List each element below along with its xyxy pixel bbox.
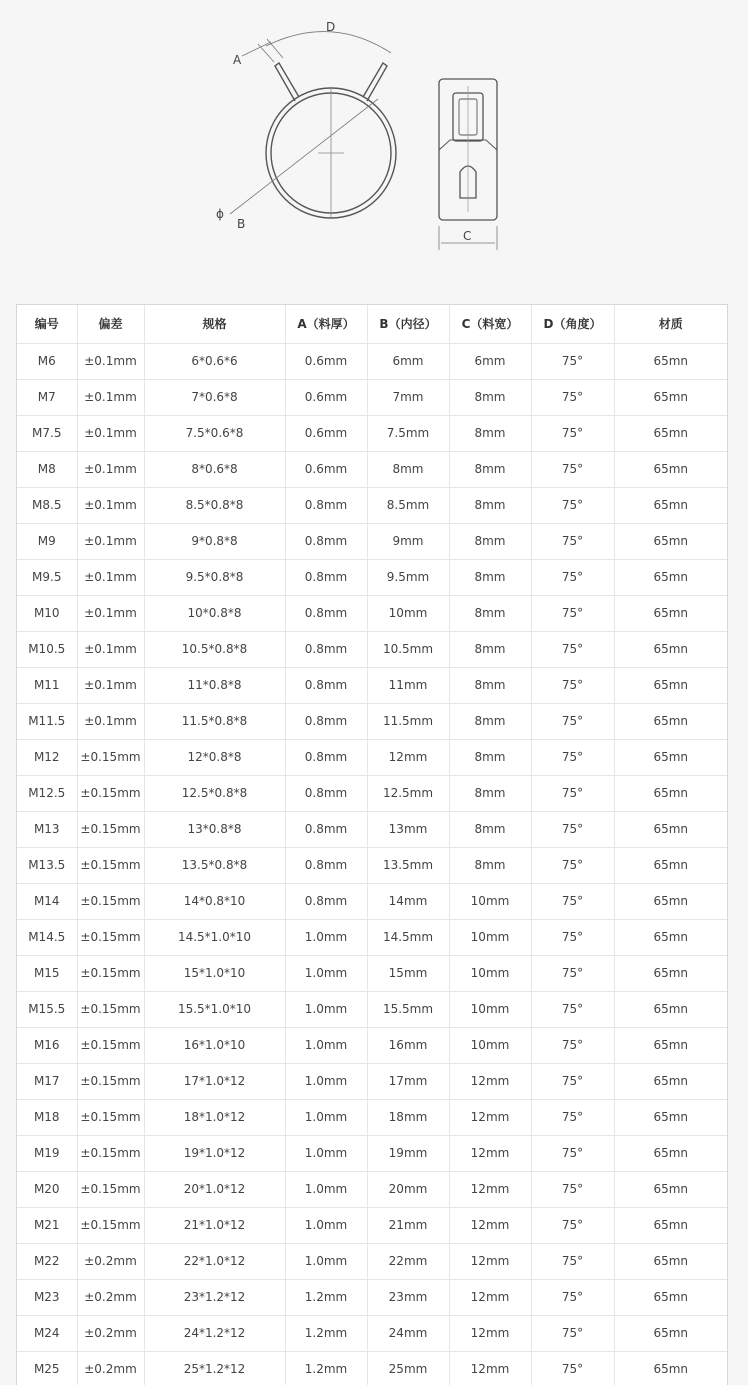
table-row (17, 955, 727, 991)
cell-spec: 14.5*1.0*10 (144, 919, 285, 955)
cell-spec: 21*1.0*12 (144, 1207, 285, 1243)
cell-inner-diameter-b: 16mm (367, 1027, 449, 1063)
cell-tolerance: ±0.1mm (77, 451, 144, 487)
cell-spec: 18*1.0*12 (144, 1099, 285, 1135)
cell-material: 65mn (614, 1207, 727, 1243)
table-row (17, 739, 727, 775)
cell-spec: 8.5*0.8*8 (144, 487, 285, 523)
cell-spec: 11*0.8*8 (144, 667, 285, 703)
cell-thickness-a: 0.8mm (285, 883, 367, 919)
table-row (17, 343, 727, 379)
cell-thickness-a: 1.0mm (285, 1135, 367, 1171)
cell-thickness-a: 1.0mm (285, 955, 367, 991)
cell-spec: 9*0.8*8 (144, 523, 285, 559)
cell-code: M24 (17, 1315, 77, 1351)
clamp-tab-right (363, 63, 387, 101)
cell-spec: 23*1.2*12 (144, 1279, 285, 1315)
table-row (17, 1171, 727, 1207)
cell-width-c: 8mm (449, 379, 531, 415)
cell-width-c: 12mm (449, 1171, 531, 1207)
cell-inner-diameter-b: 9.5mm (367, 559, 449, 595)
cell-angle-d: 75° (531, 487, 614, 523)
cell-material: 65mn (614, 487, 727, 523)
spec-table (17, 305, 727, 1385)
table-row (17, 523, 727, 559)
table-row (17, 379, 727, 415)
cell-tolerance: ±0.15mm (77, 1135, 144, 1171)
cell-angle-d: 75° (531, 919, 614, 955)
cell-material: 65mn (614, 1243, 727, 1279)
cell-tolerance: ±0.15mm (77, 1207, 144, 1243)
cell-thickness-a: 1.0mm (285, 1207, 367, 1243)
cell-tolerance: ±0.1mm (77, 523, 144, 559)
cell-angle-d: 75° (531, 523, 614, 559)
cell-thickness-a: 0.8mm (285, 667, 367, 703)
cell-code: M21 (17, 1207, 77, 1243)
header-angle-d: D（角度） (531, 305, 614, 343)
cell-angle-d: 75° (531, 1027, 614, 1063)
cell-material: 65mn (614, 1315, 727, 1351)
cell-code: M6 (17, 343, 77, 379)
cell-inner-diameter-b: 7.5mm (367, 415, 449, 451)
cell-inner-diameter-b: 14.5mm (367, 919, 449, 955)
table-row (17, 1063, 727, 1099)
cell-material: 65mn (614, 451, 727, 487)
cell-width-c: 8mm (449, 451, 531, 487)
cell-material: 65mn (614, 1099, 727, 1135)
cell-code: M9 (17, 523, 77, 559)
cell-angle-d: 75° (531, 1279, 614, 1315)
cell-inner-diameter-b: 13.5mm (367, 847, 449, 883)
table-row (17, 919, 727, 955)
cell-width-c: 12mm (449, 1063, 531, 1099)
clamp-tab-left (275, 63, 299, 101)
cell-angle-d: 75° (531, 379, 614, 415)
cell-material: 65mn (614, 1279, 727, 1315)
table-row (17, 1099, 727, 1135)
cell-tolerance: ±0.15mm (77, 1063, 144, 1099)
cell-tolerance: ±0.2mm (77, 1243, 144, 1279)
cell-angle-d: 75° (531, 1063, 614, 1099)
cell-inner-diameter-b: 24mm (367, 1315, 449, 1351)
cell-code: M19 (17, 1135, 77, 1171)
cell-inner-diameter-b: 20mm (367, 1171, 449, 1207)
cell-material: 65mn (614, 1135, 727, 1171)
table-row (17, 775, 727, 811)
cell-inner-diameter-b: 12mm (367, 739, 449, 775)
cell-tolerance: ±0.1mm (77, 595, 144, 631)
cell-tolerance: ±0.15mm (77, 775, 144, 811)
cell-code: M12 (17, 739, 77, 775)
cell-code: M22 (17, 1243, 77, 1279)
cell-width-c: 8mm (449, 559, 531, 595)
cell-material: 65mn (614, 1063, 727, 1099)
cell-spec: 22*1.0*12 (144, 1243, 285, 1279)
cell-width-c: 8mm (449, 847, 531, 883)
cell-code: M7.5 (17, 415, 77, 451)
cell-material: 65mn (614, 1351, 727, 1385)
header-tolerance: 偏差 (77, 305, 144, 343)
cell-tolerance: ±0.1mm (77, 487, 144, 523)
cell-tolerance: ±0.1mm (77, 703, 144, 739)
cell-angle-d: 75° (531, 559, 614, 595)
label-phi: ϕ (216, 207, 224, 221)
cell-thickness-a: 1.0mm (285, 919, 367, 955)
spec-table-header (17, 305, 727, 343)
cell-thickness-a: 0.6mm (285, 451, 367, 487)
cell-width-c: 8mm (449, 595, 531, 631)
cell-code: M8 (17, 451, 77, 487)
cell-tolerance: ±0.2mm (77, 1279, 144, 1315)
cell-tolerance: ±0.15mm (77, 883, 144, 919)
cell-material: 65mn (614, 703, 727, 739)
clamp-side-view (439, 79, 497, 250)
cell-thickness-a: 1.0mm (285, 1063, 367, 1099)
cell-thickness-a: 0.8mm (285, 847, 367, 883)
cell-spec: 25*1.2*12 (144, 1351, 285, 1385)
cell-width-c: 10mm (449, 955, 531, 991)
cell-thickness-a: 0.8mm (285, 811, 367, 847)
cell-material: 65mn (614, 1027, 727, 1063)
cell-material: 65mn (614, 595, 727, 631)
cell-angle-d: 75° (531, 739, 614, 775)
cell-tolerance: ±0.1mm (77, 379, 144, 415)
cell-inner-diameter-b: 10.5mm (367, 631, 449, 667)
angle-arc (266, 32, 391, 53)
cell-width-c: 10mm (449, 991, 531, 1027)
cell-code: M13 (17, 811, 77, 847)
header-material: 材质 (614, 305, 727, 343)
cell-code: M11 (17, 667, 77, 703)
cell-material: 65mn (614, 667, 727, 703)
cell-inner-diameter-b: 11mm (367, 667, 449, 703)
table-row (17, 883, 727, 919)
table-row (17, 1207, 727, 1243)
cell-angle-d: 75° (531, 667, 614, 703)
cell-angle-d: 75° (531, 1315, 614, 1351)
cell-tolerance: ±0.1mm (77, 667, 144, 703)
table-row (17, 451, 727, 487)
cell-thickness-a: 0.8mm (285, 595, 367, 631)
cell-thickness-a: 0.8mm (285, 631, 367, 667)
cell-thickness-a: 0.8mm (285, 703, 367, 739)
cell-code: M14.5 (17, 919, 77, 955)
cell-spec: 10.5*0.8*8 (144, 631, 285, 667)
cell-spec: 20*1.0*12 (144, 1171, 285, 1207)
cell-angle-d: 75° (531, 883, 614, 919)
cell-width-c: 10mm (449, 1027, 531, 1063)
table-row (17, 631, 727, 667)
cell-tolerance: ±0.15mm (77, 1171, 144, 1207)
cell-spec: 12*0.8*8 (144, 739, 285, 775)
cell-inner-diameter-b: 25mm (367, 1351, 449, 1385)
cell-tolerance: ±0.15mm (77, 811, 144, 847)
cell-code: M13.5 (17, 847, 77, 883)
cell-material: 65mn (614, 415, 727, 451)
cell-thickness-a: 0.8mm (285, 559, 367, 595)
cell-tolerance: ±0.15mm (77, 991, 144, 1027)
cell-spec: 14*0.8*10 (144, 883, 285, 919)
table-row (17, 559, 727, 595)
label-b: B (237, 217, 246, 231)
cell-material: 65mn (614, 379, 727, 415)
label-a: A (233, 53, 242, 67)
cell-width-c: 12mm (449, 1135, 531, 1171)
cell-material: 65mn (614, 631, 727, 667)
cell-material: 65mn (614, 811, 727, 847)
cell-thickness-a: 1.0mm (285, 1243, 367, 1279)
cell-inner-diameter-b: 9mm (367, 523, 449, 559)
cell-tolerance: ±0.1mm (77, 415, 144, 451)
cell-thickness-a: 1.0mm (285, 1171, 367, 1207)
cell-code: M14 (17, 883, 77, 919)
cell-inner-diameter-b: 19mm (367, 1135, 449, 1171)
cell-angle-d: 75° (531, 1099, 614, 1135)
header-code: 编号 (17, 305, 77, 343)
cell-thickness-a: 0.6mm (285, 343, 367, 379)
cell-width-c: 12mm (449, 1243, 531, 1279)
cell-width-c: 12mm (449, 1351, 531, 1385)
cell-inner-diameter-b: 7mm (367, 379, 449, 415)
cell-tolerance: ±0.1mm (77, 343, 144, 379)
cell-width-c: 6mm (449, 343, 531, 379)
cell-width-c: 12mm (449, 1279, 531, 1315)
cell-width-c: 8mm (449, 631, 531, 667)
cell-angle-d: 75° (531, 1135, 614, 1171)
cell-inner-diameter-b: 13mm (367, 811, 449, 847)
cell-angle-d: 75° (531, 1171, 614, 1207)
cell-width-c: 8mm (449, 775, 531, 811)
table-row (17, 487, 727, 523)
cell-angle-d: 75° (531, 451, 614, 487)
cell-code: M23 (17, 1279, 77, 1315)
table-row (17, 1243, 727, 1279)
cell-inner-diameter-b: 11.5mm (367, 703, 449, 739)
cell-material: 65mn (614, 1171, 727, 1207)
table-row (17, 847, 727, 883)
cell-code: M18 (17, 1099, 77, 1135)
cell-thickness-a: 0.8mm (285, 775, 367, 811)
cell-inner-diameter-b: 18mm (367, 1099, 449, 1135)
cell-spec: 17*1.0*12 (144, 1063, 285, 1099)
cell-code: M10 (17, 595, 77, 631)
cell-angle-d: 75° (531, 1351, 614, 1385)
cell-code: M15.5 (17, 991, 77, 1027)
cell-spec: 15*1.0*10 (144, 955, 285, 991)
cell-inner-diameter-b: 23mm (367, 1279, 449, 1315)
table-row (17, 595, 727, 631)
cell-code: M16 (17, 1027, 77, 1063)
table-row (17, 415, 727, 451)
cell-angle-d: 75° (531, 343, 614, 379)
cell-width-c: 12mm (449, 1099, 531, 1135)
cell-thickness-a: 1.2mm (285, 1351, 367, 1385)
cell-code: M15 (17, 955, 77, 991)
cell-thickness-a: 1.2mm (285, 1315, 367, 1351)
cell-spec: 19*1.0*12 (144, 1135, 285, 1171)
table-row (17, 1279, 727, 1315)
cell-width-c: 8mm (449, 811, 531, 847)
cell-thickness-a: 1.0mm (285, 1099, 367, 1135)
cell-thickness-a: 0.8mm (285, 523, 367, 559)
cell-material: 65mn (614, 343, 727, 379)
label-d: D (326, 20, 336, 34)
cell-angle-d: 75° (531, 703, 614, 739)
cell-thickness-a: 1.2mm (285, 1279, 367, 1315)
cell-spec: 7.5*0.6*8 (144, 415, 285, 451)
cell-angle-d: 75° (531, 595, 614, 631)
cell-material: 65mn (614, 955, 727, 991)
cell-angle-d: 75° (531, 1243, 614, 1279)
cell-inner-diameter-b: 15mm (367, 955, 449, 991)
cell-inner-diameter-b: 8mm (367, 451, 449, 487)
cell-width-c: 8mm (449, 703, 531, 739)
cell-inner-diameter-b: 10mm (367, 595, 449, 631)
cell-code: M11.5 (17, 703, 77, 739)
cell-inner-diameter-b: 15.5mm (367, 991, 449, 1027)
cell-material: 65mn (614, 559, 727, 595)
cell-thickness-a: 1.0mm (285, 991, 367, 1027)
cell-code: M12.5 (17, 775, 77, 811)
cell-width-c: 8mm (449, 667, 531, 703)
cell-spec: 8*0.6*8 (144, 451, 285, 487)
cell-tolerance: ±0.2mm (77, 1315, 144, 1351)
spec-table-body (17, 343, 727, 1385)
cell-inner-diameter-b: 22mm (367, 1243, 449, 1279)
cell-width-c: 12mm (449, 1315, 531, 1351)
cell-spec: 24*1.2*12 (144, 1315, 285, 1351)
cell-tolerance: ±0.15mm (77, 847, 144, 883)
cell-angle-d: 75° (531, 811, 614, 847)
table-row (17, 1315, 727, 1351)
cell-spec: 10*0.8*8 (144, 595, 285, 631)
cell-material: 65mn (614, 775, 727, 811)
table-row (17, 811, 727, 847)
cell-thickness-a: 0.8mm (285, 487, 367, 523)
cell-spec: 15.5*1.0*10 (144, 991, 285, 1027)
cell-inner-diameter-b: 8.5mm (367, 487, 449, 523)
cell-spec: 13*0.8*8 (144, 811, 285, 847)
cell-angle-d: 75° (531, 1207, 614, 1243)
table-row (17, 667, 727, 703)
cell-spec: 11.5*0.8*8 (144, 703, 285, 739)
header-row (17, 305, 727, 343)
cell-code: M7 (17, 379, 77, 415)
cell-thickness-a: 0.8mm (285, 739, 367, 775)
cell-code: M9.5 (17, 559, 77, 595)
cell-width-c: 8mm (449, 487, 531, 523)
header-width-c: C（料宽） (449, 305, 531, 343)
cell-spec: 16*1.0*10 (144, 1027, 285, 1063)
cell-angle-d: 75° (531, 631, 614, 667)
cell-tolerance: ±0.2mm (77, 1351, 144, 1385)
cell-inner-diameter-b: 14mm (367, 883, 449, 919)
header-inner-diameter-b: B（内径） (367, 305, 449, 343)
cell-spec: 7*0.6*8 (144, 379, 285, 415)
table-row (17, 991, 727, 1027)
cell-tolerance: ±0.15mm (77, 1027, 144, 1063)
cell-width-c: 10mm (449, 883, 531, 919)
cell-thickness-a: 0.6mm (285, 415, 367, 451)
cell-material: 65mn (614, 919, 727, 955)
cell-thickness-a: 1.0mm (285, 1027, 367, 1063)
cell-width-c: 8mm (449, 415, 531, 451)
clamp-drawing (0, 0, 748, 300)
cell-inner-diameter-b: 12.5mm (367, 775, 449, 811)
cell-tolerance: ±0.15mm (77, 955, 144, 991)
cell-angle-d: 75° (531, 955, 614, 991)
cell-code: M20 (17, 1171, 77, 1207)
table-row (17, 1351, 727, 1385)
cell-spec: 12.5*0.8*8 (144, 775, 285, 811)
label-c: C (463, 229, 472, 243)
cell-material: 65mn (614, 523, 727, 559)
cell-material: 65mn (614, 991, 727, 1027)
cell-code: M8.5 (17, 487, 77, 523)
cell-material: 65mn (614, 739, 727, 775)
cell-code: M25 (17, 1351, 77, 1385)
cell-code: M10.5 (17, 631, 77, 667)
diameter-line (230, 99, 378, 214)
cell-tolerance: ±0.15mm (77, 1099, 144, 1135)
cell-width-c: 8mm (449, 523, 531, 559)
header-spec: 规格 (144, 305, 285, 343)
clamp-front-view (230, 32, 396, 218)
clamp-diagram (0, 0, 748, 300)
cell-tolerance: ±0.1mm (77, 631, 144, 667)
table-row (17, 1027, 727, 1063)
cell-spec: 9.5*0.8*8 (144, 559, 285, 595)
cell-spec: 13.5*0.8*8 (144, 847, 285, 883)
cell-tolerance: ±0.1mm (77, 559, 144, 595)
cell-thickness-a: 0.6mm (285, 379, 367, 415)
cell-spec: 6*0.6*6 (144, 343, 285, 379)
header-thickness-a: A（料厚） (285, 305, 367, 343)
cell-inner-diameter-b: 6mm (367, 343, 449, 379)
cell-inner-diameter-b: 21mm (367, 1207, 449, 1243)
cell-angle-d: 75° (531, 775, 614, 811)
cell-width-c: 10mm (449, 919, 531, 955)
cell-code: M17 (17, 1063, 77, 1099)
cell-angle-d: 75° (531, 847, 614, 883)
cell-angle-d: 75° (531, 415, 614, 451)
cell-angle-d: 75° (531, 991, 614, 1027)
spec-table-container (16, 304, 728, 1385)
table-row (17, 1135, 727, 1171)
cell-material: 65mn (614, 883, 727, 919)
cell-inner-diameter-b: 17mm (367, 1063, 449, 1099)
table-row (17, 703, 727, 739)
cell-tolerance: ±0.15mm (77, 919, 144, 955)
cell-tolerance: ±0.15mm (77, 739, 144, 775)
cell-material: 65mn (614, 847, 727, 883)
cell-width-c: 8mm (449, 739, 531, 775)
cell-width-c: 12mm (449, 1207, 531, 1243)
